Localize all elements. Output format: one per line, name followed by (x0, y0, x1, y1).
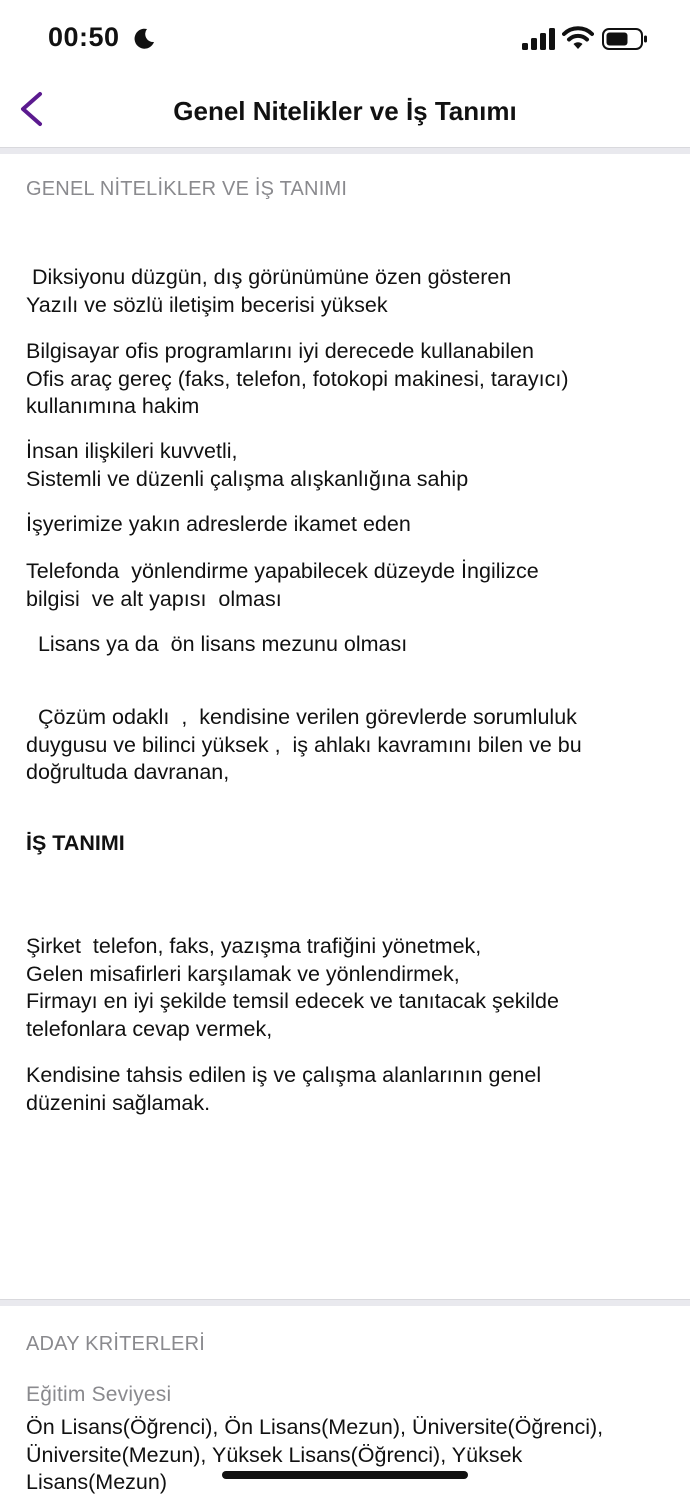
status-bar (0, 0, 690, 78)
qualification-paragraph: İşyerimize yakın adreslerde ikamet eden (26, 512, 411, 536)
status-time: 00:50 (48, 22, 120, 52)
wifi-icon (562, 26, 594, 50)
job-description-heading: İŞ TANIMI (26, 831, 125, 855)
page-title: Genel Nitelikler ve İş Tanımı (173, 96, 517, 126)
candidate-criteria-header: ADAY KRİTERLERİ (26, 1333, 205, 1355)
section-divider (0, 1299, 690, 1306)
qualification-paragraph: Lisans ya da ön lisans mezunu olması (26, 632, 408, 656)
home-indicator (222, 1471, 468, 1479)
section-divider (0, 147, 690, 154)
qualification-paragraph: Bilgisayar ofis programlarını iyi derecede kullanabilen Ofis araç gereç (faks, telefon, fotokopi makinesi, tarayıcı) kullanımına hakim (26, 339, 569, 418)
job-description-paragraph: Şirket telefon, faks, yazışma trafiğini yönetmek, Gelen misafirleri karşılamak ve yönlendirmek, Firmayı en iyi şekilde temsil edecek ve tanıtacak şekilde telefonlara cevap vermek, (26, 934, 559, 1041)
qualification-paragraph: İnsan ilişkileri kuvvetli, Sistemli ve düzenli çalışma alışkanlığına sahip (26, 439, 469, 491)
education-level-value: Ön Lisans(Öğrenci), Ön Lisans(Mezun), Üniversite(Öğrenci), Üniversite(Mezun), Yüksek Lisans(Öğrenci), Yüksek Lisans(Mezun) (26, 1415, 604, 1494)
qualifications-body (26, 649, 666, 814)
job-description-body (26, 1007, 666, 1145)
education-level-label: Eğitim Seviyesi (26, 1383, 172, 1406)
moon-icon (132, 27, 156, 51)
qualification-paragraph: Telefonda yönlendirme yapabilecek düzeyde İngilizce bilgisi ve alt yapısı olması (26, 559, 539, 611)
qualifications-header: GENEL NİTELİKLER VE İŞ TANIMI (26, 178, 348, 200)
qualification-paragraph: Çözüm odaklı , kendisine verilen görevlerde sorumluluk duygusu ve bilinci yüksek , iş ahlakı kavramını bilen ve bu doğrultuda davranan, (26, 705, 582, 784)
battery-icon (602, 28, 648, 50)
qualifications-section (26, 178, 666, 201)
navigation-bar (0, 78, 690, 146)
cellular-signal-icon (522, 28, 556, 50)
job-description-paragraph: Kendisine tahsis edilen iş ve çalışma alanlarının genel düzenini sağlamak. (26, 1063, 542, 1115)
qualification-paragraph: Diksiyonu düzgün, dış görünümüne özen gösteren Yazılı ve sözlü iletişim becerisi yüksek (26, 265, 512, 317)
